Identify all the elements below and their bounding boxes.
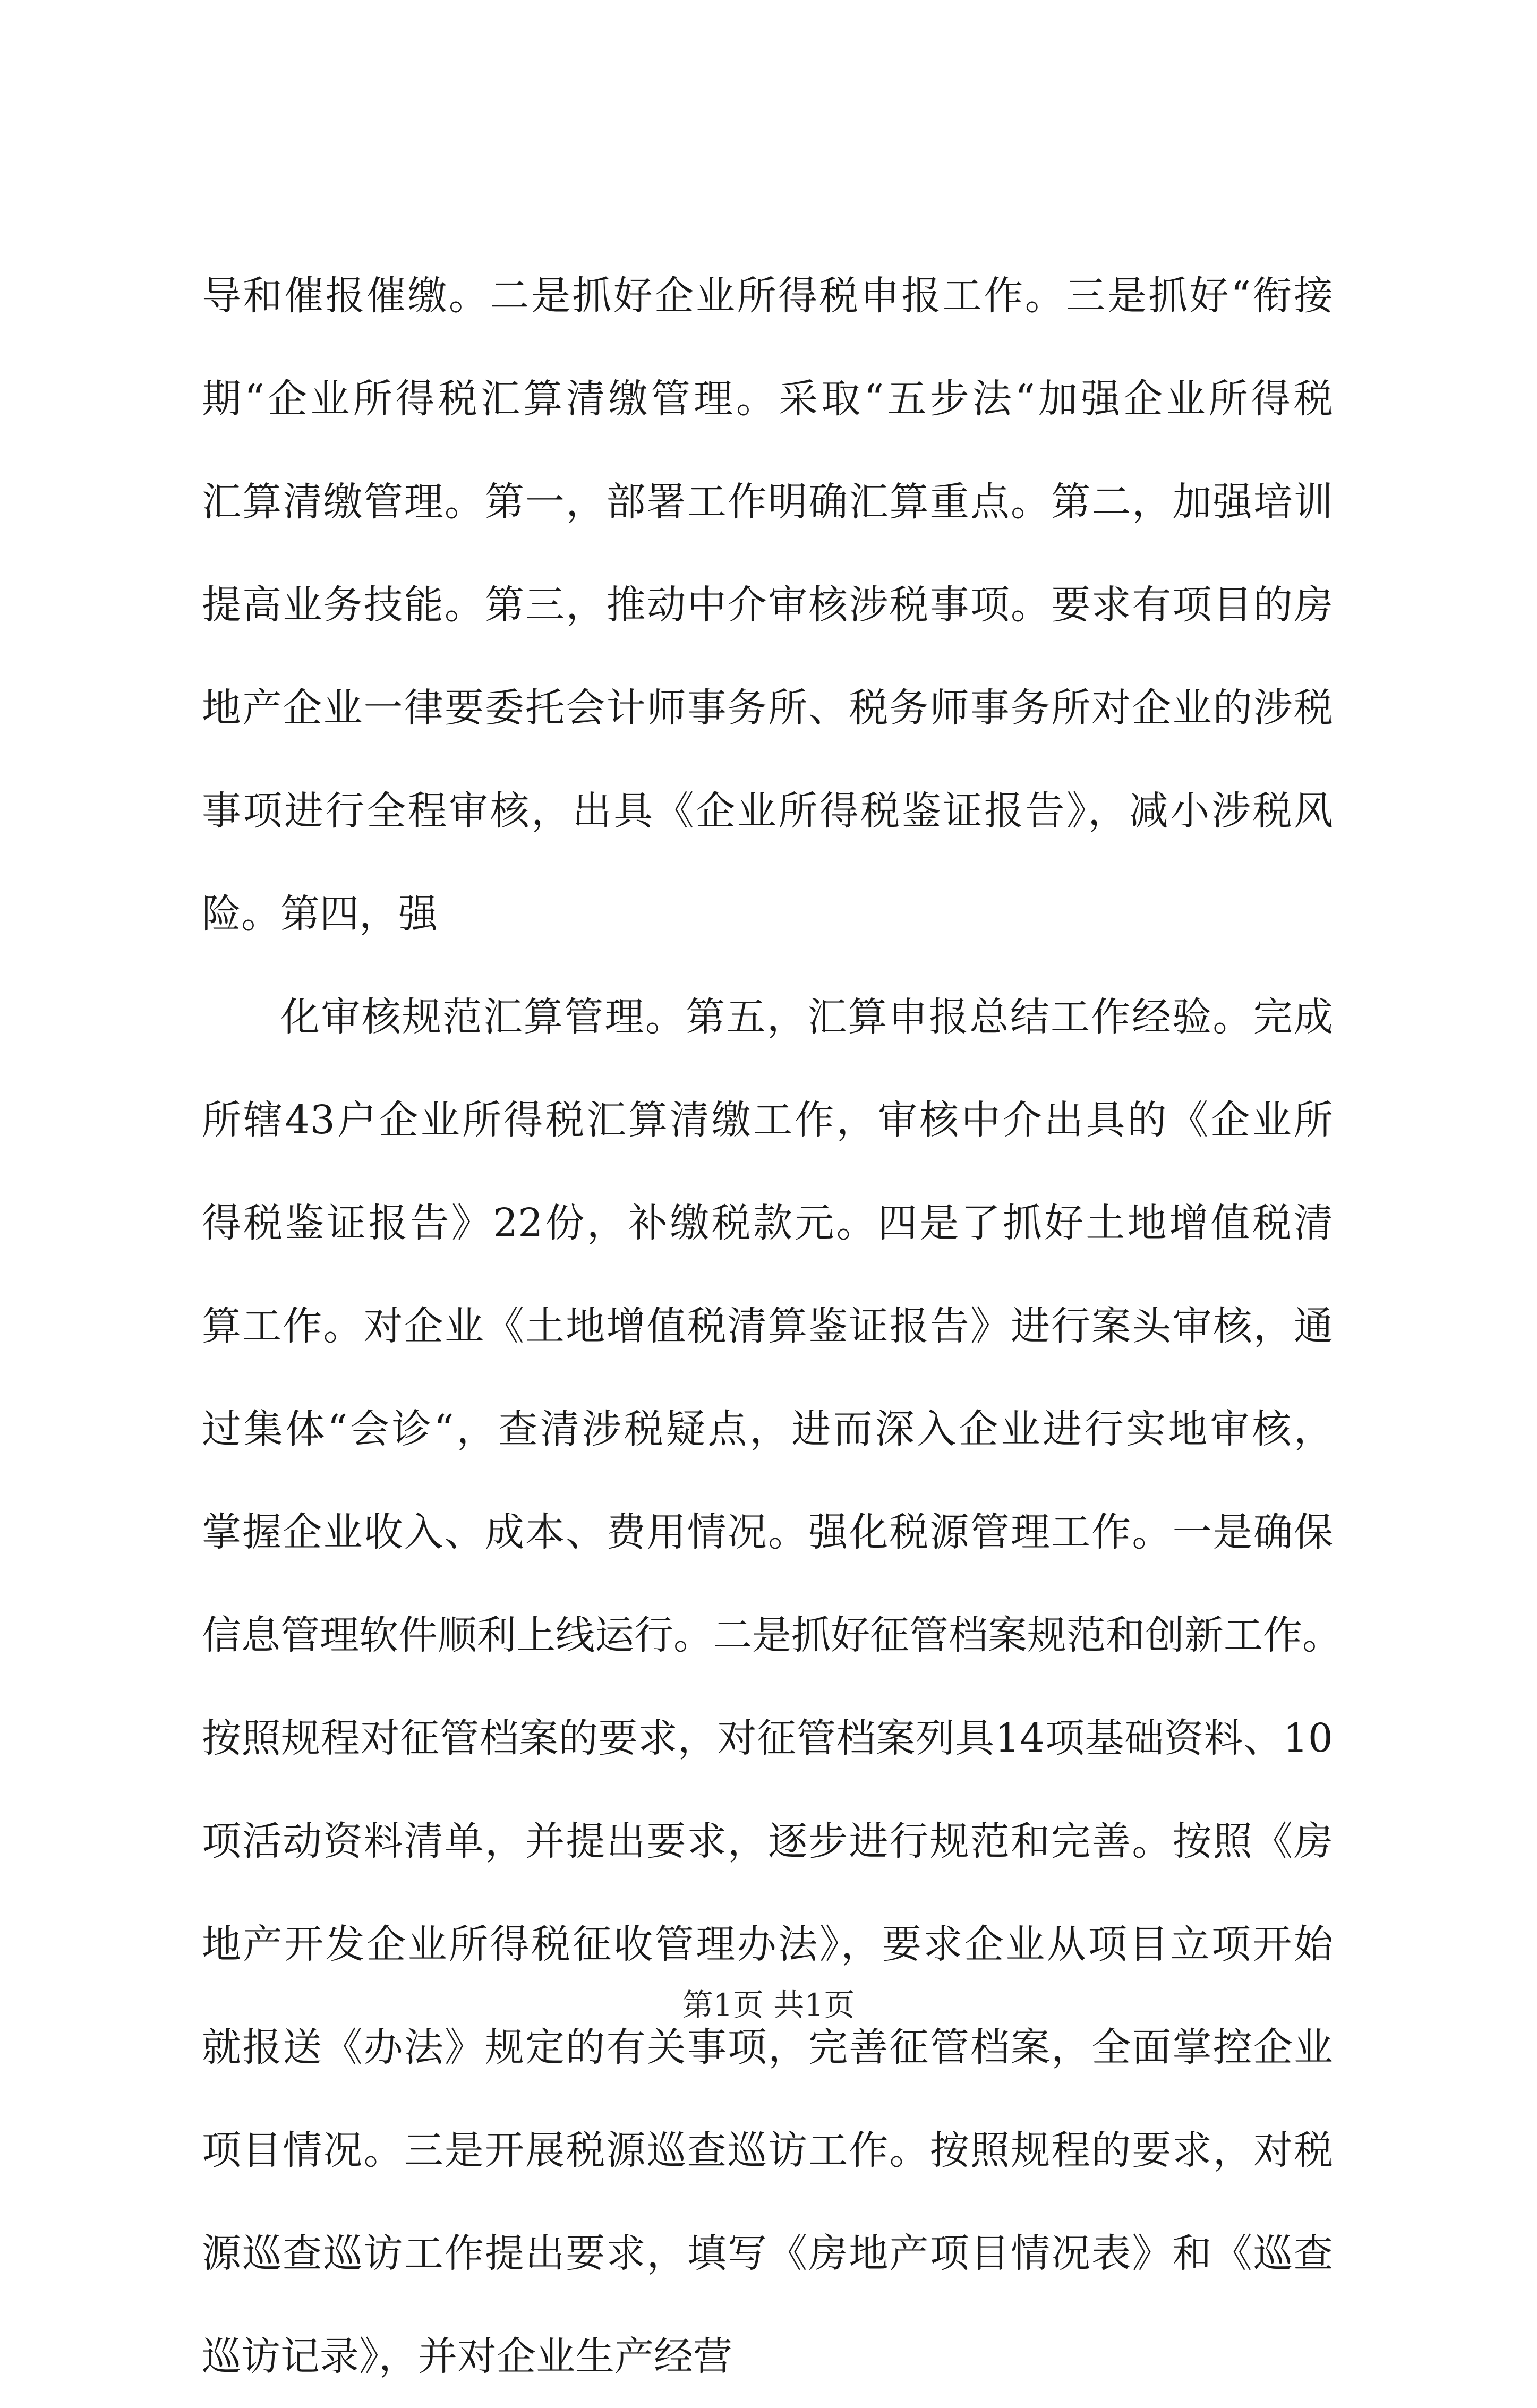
- text-line: 按照规程对征管档案的要求，对征管档案列具14项基础资料、10: [202, 1715, 1333, 1761]
- document-body: [202, 244, 1342, 2408]
- paragraph: [202, 966, 1342, 2408]
- text-line: 提高业务技能。第三，推动中介审核涉税事项。要求有项目的房: [202, 582, 1333, 628]
- page-number: 第1页 共1页: [682, 1987, 855, 2023]
- text-line: 就报送《办法》规定的有关事项，完善征管档案，全面掌控企业: [202, 2025, 1333, 2070]
- text-line: 地产开发企业所得税征收管理办法》，要求企业从项目立项开始: [202, 1922, 1333, 1967]
- text-line: 得税鉴证报告》22份，补缴税款元。四是了抓好土地增值税清: [202, 1200, 1333, 1246]
- text-line: 巡访记录》，并对企业生产经营: [202, 2334, 732, 2379]
- text-line: 项目情况。三是开展税源巡查巡访工作。按照规程的要求，对税: [202, 2128, 1333, 2173]
- text-line: 算工作。对企业《土地增值税清算鉴证报告》进行案头审核，通: [202, 1303, 1333, 1349]
- text-line: 所辖43户企业所得税汇算清缴工作，审核中介出具的《企业所: [202, 1097, 1333, 1143]
- text-line: 掌握企业收入、成本、费用情况。强化税源管理工作。一是确保: [202, 1509, 1333, 1555]
- text-line: 化审核规范汇算管理。第五，汇算申报总结工作经验。完成: [280, 994, 1333, 1040]
- text-line: 汇算清缴管理。第一，部署工作明确汇算重点。第二，加强培训: [202, 479, 1333, 525]
- paragraph: [202, 244, 1333, 966]
- text-line: 项活动资料清单，并提出要求，逐步进行规范和完善。按照《房: [202, 1818, 1333, 1864]
- text-line: 事项进行全程审核，出具《企业所得税鉴证报告》，减小涉税风: [202, 788, 1333, 834]
- text-line: 源巡查巡访工作提出要求，填写《房地产项目情况表》和《巡查: [202, 2231, 1333, 2276]
- text-line: 导和催报催缴。二是抓好企业所得税申报工作。三是抓好“衔接: [202, 273, 1333, 319]
- text-line: 地产企业一律要委托会计师事务所、税务师事务所对企业的涉税: [202, 685, 1333, 731]
- text-line: 信息管理软件顺利上线运行。二是抓好征管档案规范和创新工作。: [202, 1612, 1342, 1658]
- text-line: 期“企业所得税汇算清缴管理。采取“五步法“加强企业所得税: [202, 376, 1333, 422]
- text-line: 过集体“会诊“，查清涉税疑点，进而深入企业进行实地审核，: [202, 1406, 1333, 1452]
- text-line: 险。第四，强: [202, 891, 438, 937]
